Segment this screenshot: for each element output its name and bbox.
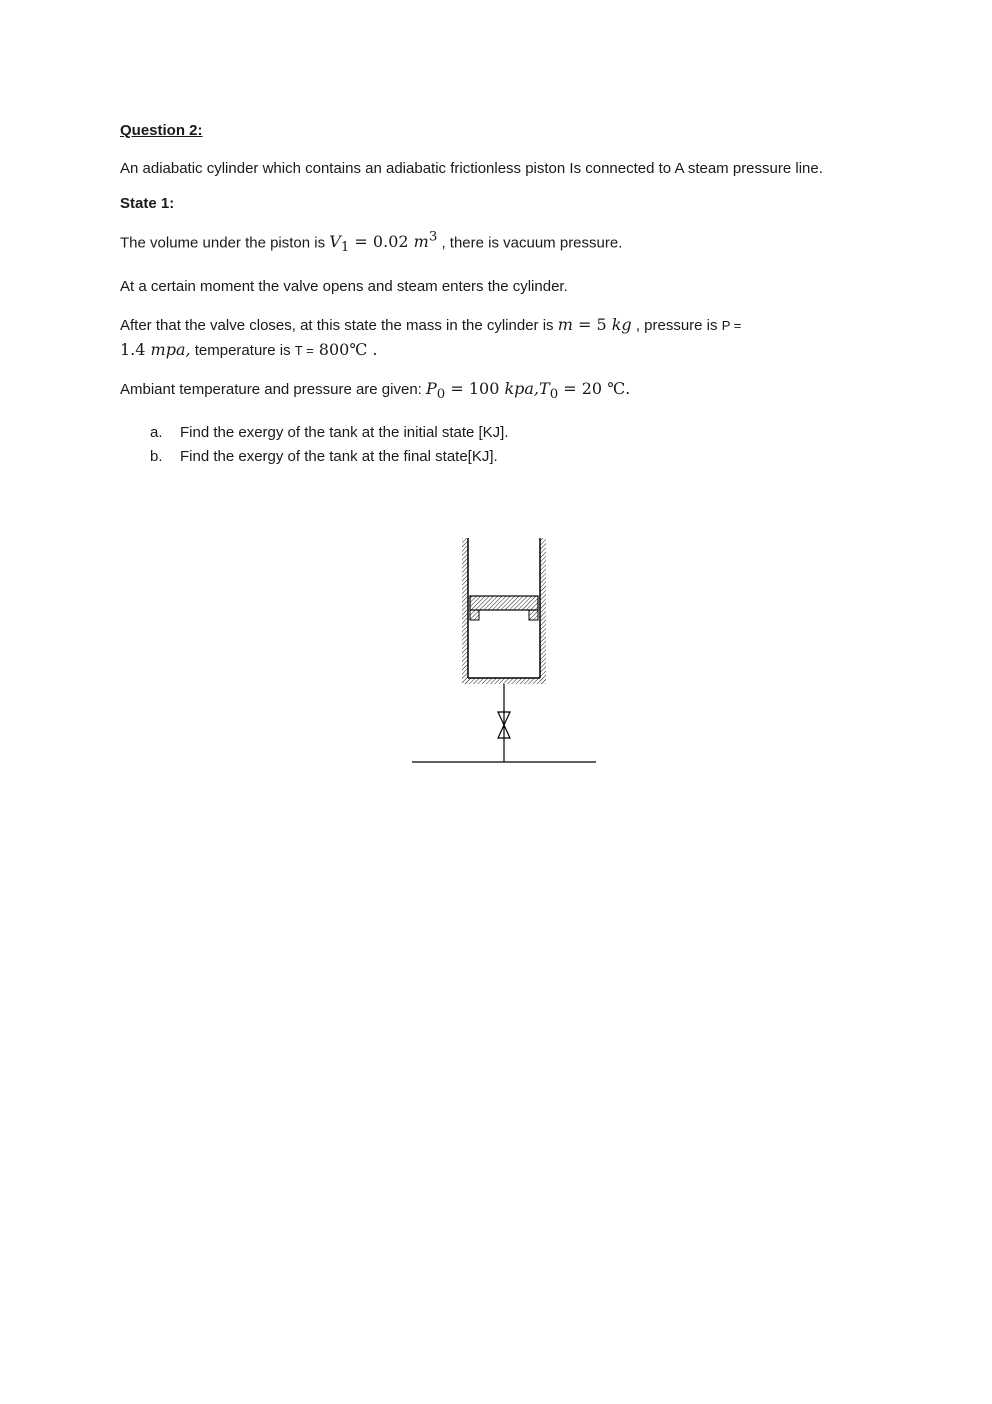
question-title: Question 2: (120, 122, 203, 139)
right-stop (529, 610, 538, 620)
piston-cylinder-diagram (400, 528, 610, 778)
volume-equation: $V_1 = 0.02$ $m^3$ (329, 230, 438, 256)
ambient-paragraph: Ambiant temperature and pressure are given: $P_0 = 100$ $kpa,T_0 = 20$ ℃. (120, 378, 631, 402)
volume-paragraph: The volume under the piston is $V_1 = 0.02$ $m^3$ , there is vacuum pressure. (120, 230, 623, 256)
list-item: b. Find the exergy of the tank at the final state[KJ]. (150, 447, 498, 465)
bottom-wall-hatch (462, 678, 546, 684)
ambient-equation: $P_0 = 100$ $kpa,T_0 = 20$ ℃. (426, 378, 631, 402)
piston (470, 596, 538, 610)
mass-equation: m = 5 kg (557, 314, 632, 334)
pressure-value: 1.4 mpa, (120, 339, 191, 359)
diagram-svg (400, 528, 610, 778)
left-wall-hatch (462, 538, 468, 684)
valve-paragraph: At a certain moment the valve opens and steam enters the cylinder. (120, 277, 568, 295)
final-state-paragraph: After that the valve closes, at this state the mass in the cylinder is m = 5 kg , pressure is P = 1.4 mpa, temperature is T = 800℃ . (120, 314, 742, 359)
intro-paragraph: An adiabatic cylinder which contains an adiabatic frictionless piston Is connected to A steam pressure line. (120, 160, 823, 177)
document-page (120, 122, 880, 469)
list-item: a. Find the exergy of the tank at the initial state [KJ]. (150, 423, 509, 441)
state-heading: State 1: (120, 195, 175, 212)
left-stop (470, 610, 479, 620)
question-list (150, 421, 880, 469)
right-wall-hatch (540, 538, 546, 684)
temperature-value: 800℃ . (313, 339, 378, 359)
